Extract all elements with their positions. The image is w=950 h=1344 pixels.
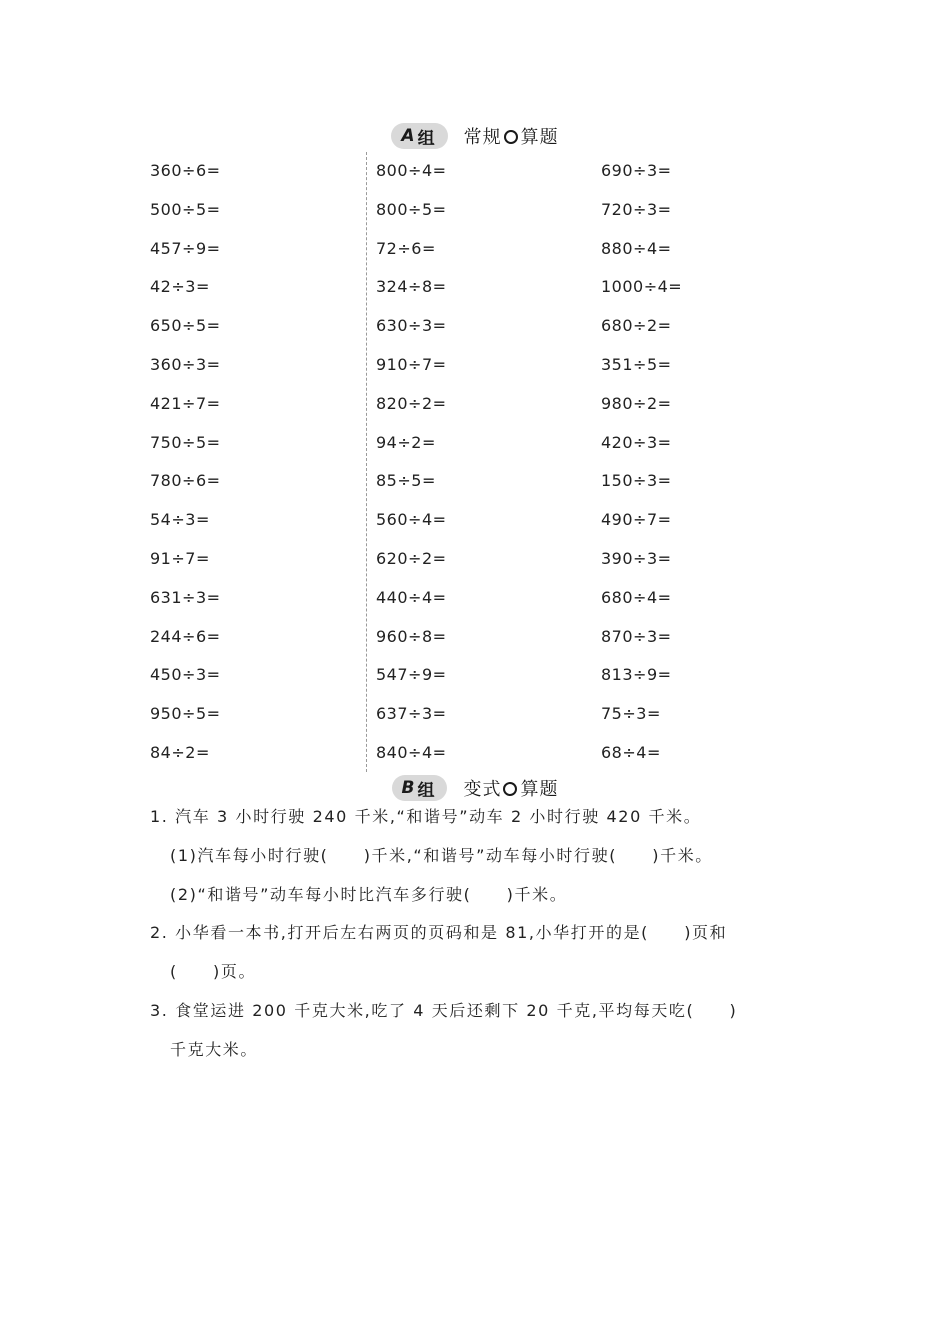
problem-item: 637÷3=	[376, 704, 447, 724]
problem-item: 631÷3=	[150, 587, 221, 607]
problem-item: 880÷4=	[601, 238, 672, 258]
problem-item: 680÷4=	[601, 587, 672, 607]
problem-item: 980÷2=	[601, 393, 672, 413]
group-a-letter: A	[401, 126, 416, 146]
problem-item: 500÷5=	[150, 199, 221, 219]
word-problems	[150, 798, 820, 1070]
problem-item: 820÷2=	[376, 393, 447, 413]
word-problem-2-continued: ( )页。	[170, 962, 257, 982]
problem-item: 800÷5=	[376, 199, 447, 219]
problem-column-3	[601, 152, 811, 773]
problem-item: 42÷3=	[150, 277, 210, 297]
problem-item: 720÷3=	[601, 199, 672, 219]
word-problem-1-part-2: (2)“和谐号”动车每小时比汽车多行驶( )千米。	[170, 884, 568, 904]
problem-item: 780÷6=	[150, 471, 221, 491]
word-problem-1-part-1: (1)汽车每小时行驶( )千米,“和谐号”动车每小时行驶( )千米。	[170, 845, 713, 865]
problem-item: 351÷5=	[601, 354, 672, 374]
section-title-group-a	[0, 123, 950, 149]
word-problem-3: 3. 食堂运进 200 千克大米,吃了 4 天后还剩下 20 千克,平均每天吃( )	[150, 1000, 738, 1020]
problem-item: 68÷4=	[601, 742, 661, 762]
problem-item: 84÷2=	[150, 742, 210, 762]
problem-item: 960÷8=	[376, 626, 447, 646]
problem-item: 360÷6=	[150, 161, 221, 180]
group-b-badge-text: 组	[417, 780, 436, 801]
problem-item: 150÷3=	[601, 471, 672, 491]
problem-item: 244÷6=	[150, 626, 221, 646]
group-b-title-suffix: 算题	[520, 779, 559, 800]
problem-item: 94÷2=	[376, 432, 436, 452]
word-problem-2: 2. 小华看一本书,打开后左右两页的页码和是 81,小华打开的是( )页和	[150, 923, 728, 943]
problem-item: 72÷6=	[376, 238, 436, 258]
problem-item: 950÷5=	[150, 704, 221, 724]
problem-column-1	[150, 152, 360, 773]
problem-item: 690÷3=	[601, 161, 672, 180]
column-divider	[366, 152, 367, 772]
circle-icon	[503, 782, 517, 796]
problem-item: 910÷7=	[376, 354, 447, 374]
problem-item: 620÷2=	[376, 548, 447, 568]
problem-item: 450÷3=	[150, 665, 221, 685]
problem-item: 360÷3=	[150, 354, 221, 374]
problem-item: 324÷8=	[376, 277, 447, 297]
problem-item: 800÷4=	[376, 161, 447, 180]
problem-item: 750÷5=	[150, 432, 221, 452]
problem-item: 813÷9=	[601, 665, 672, 685]
group-a-title-suffix: 算题	[520, 127, 559, 148]
word-problem-3-continued: 千克大米。	[170, 1039, 259, 1059]
problem-item: 91÷7=	[150, 548, 210, 568]
problem-item: 54÷3=	[150, 510, 210, 530]
problem-item: 75÷3=	[601, 704, 661, 724]
group-a-badge-text: 组	[417, 128, 436, 149]
circle-icon	[504, 130, 518, 144]
problem-item: 457÷9=	[150, 238, 221, 258]
problem-item: 870÷3=	[601, 626, 672, 646]
problem-item: 560÷4=	[376, 510, 447, 530]
problem-column-2	[376, 152, 586, 773]
problem-item: 650÷5=	[150, 316, 221, 336]
problem-item: 420÷3=	[601, 432, 672, 452]
problem-item: 680÷2=	[601, 316, 672, 336]
word-problem-1: 1. 汽车 3 小时行驶 240 千米,“和谐号”动车 2 小时行驶 420 千米。	[150, 807, 702, 826]
group-b-letter: B	[401, 778, 416, 798]
problem-item: 1000÷4=	[601, 277, 683, 297]
problem-item: 547÷9=	[376, 665, 447, 685]
problem-item: 85÷5=	[376, 471, 436, 491]
problem-item: 490÷7=	[601, 510, 672, 530]
group-a-title-prefix: 常规	[463, 127, 502, 148]
problem-item: 630÷3=	[376, 316, 447, 336]
problem-item: 840÷4=	[376, 742, 447, 762]
group-a-title	[464, 123, 559, 149]
group-a-badge	[391, 123, 447, 149]
problem-item: 421÷7=	[150, 393, 221, 413]
problem-grid	[150, 152, 790, 772]
group-b-title-prefix: 变式	[463, 779, 502, 800]
problem-item: 440÷4=	[376, 587, 447, 607]
problem-item: 390÷3=	[601, 548, 672, 568]
